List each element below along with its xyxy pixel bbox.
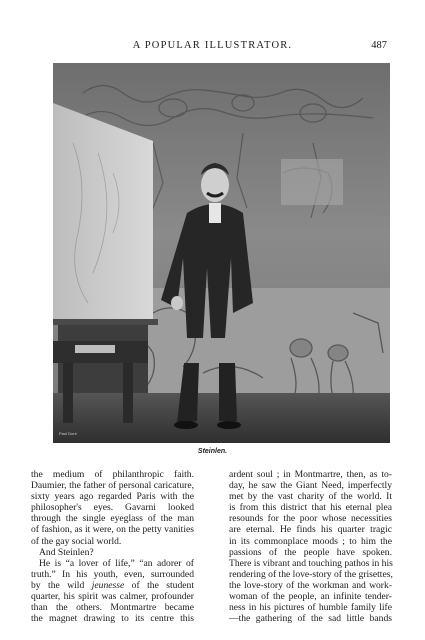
easel-ledge: [53, 319, 158, 325]
running-title: A POPULAR ILLUSTRATOR.: [132, 40, 293, 51]
easel-canvas: [53, 103, 153, 321]
text-line: day, he saw the Giant Need, imperfectly: [229, 480, 392, 492]
text-line: philosopher's eyes. Gavarni looked: [31, 502, 194, 514]
text-line: woman of the people, an infinite tender-: [229, 591, 392, 603]
text-line: He is “a lover of life,” “an adorer of: [39, 557, 194, 569]
text-line: truth.” In his youth, even, surrounded: [31, 568, 194, 580]
text-line: is from this district that his eternal plea: [229, 502, 392, 514]
text-line: through the single eyeglass of the man: [31, 513, 194, 525]
figure-caption: Steinlen.: [197, 448, 228, 455]
column-left: [31, 469, 194, 624]
text-line: in its commonplace moods ; to him the: [229, 535, 392, 547]
photograph: [53, 63, 390, 443]
text-line: resounds for the poor whose necessities: [229, 513, 392, 525]
lower-mural: [113, 288, 390, 403]
text-line: And Steinlen?: [39, 546, 94, 558]
text-line: of fashion, as it were, on the petty vanities: [31, 524, 194, 536]
running-head: [0, 40, 425, 54]
column-right: [229, 469, 392, 624]
text-line: sixty years ago regarded Paris with the: [31, 491, 194, 503]
photo-credit-mark: Paul Doré: [59, 431, 77, 436]
text-line: the medium of philanthropic faith.: [31, 469, 194, 480]
text-line: passions of the people have spoken.: [229, 546, 392, 558]
stool-leg: [63, 363, 73, 423]
text-line: the magnet drawing to its centre this: [31, 613, 194, 625]
text-line: are eternal. He finds his quarter tragic: [229, 524, 392, 536]
stool-leg-2: [123, 363, 133, 423]
page-number: 487: [371, 40, 387, 51]
text-line: quarter, his spirit was calmer, profounder: [31, 591, 194, 603]
stool-papers: [75, 345, 115, 353]
text-line: rendering of the love-story of the grisettes,: [229, 568, 393, 580]
mural-panel: [281, 159, 343, 205]
text-line: ness in his pictures of humble family life: [229, 602, 392, 614]
text-line: —the gathering of the sad little bands: [229, 613, 392, 625]
text-line: of the gay social world.: [31, 535, 122, 547]
text-line: ardent soul ; in Montmartre, then, as to-: [229, 469, 392, 480]
text-line: by the wild jeunesse of the student: [31, 579, 194, 591]
photograph-illustration: [53, 63, 390, 443]
text-line: Daumier, the father of personal caricature,: [31, 480, 194, 492]
text-line: than the others. Montmartre became: [31, 602, 194, 614]
text-line: the love-story of the workman and work-: [229, 579, 392, 591]
text-line: There is vibrant and touching pathos in his: [229, 557, 393, 569]
text-line: met by the vast charity of the world. It: [229, 491, 392, 503]
italic-word: jeunesse: [91, 579, 125, 591]
